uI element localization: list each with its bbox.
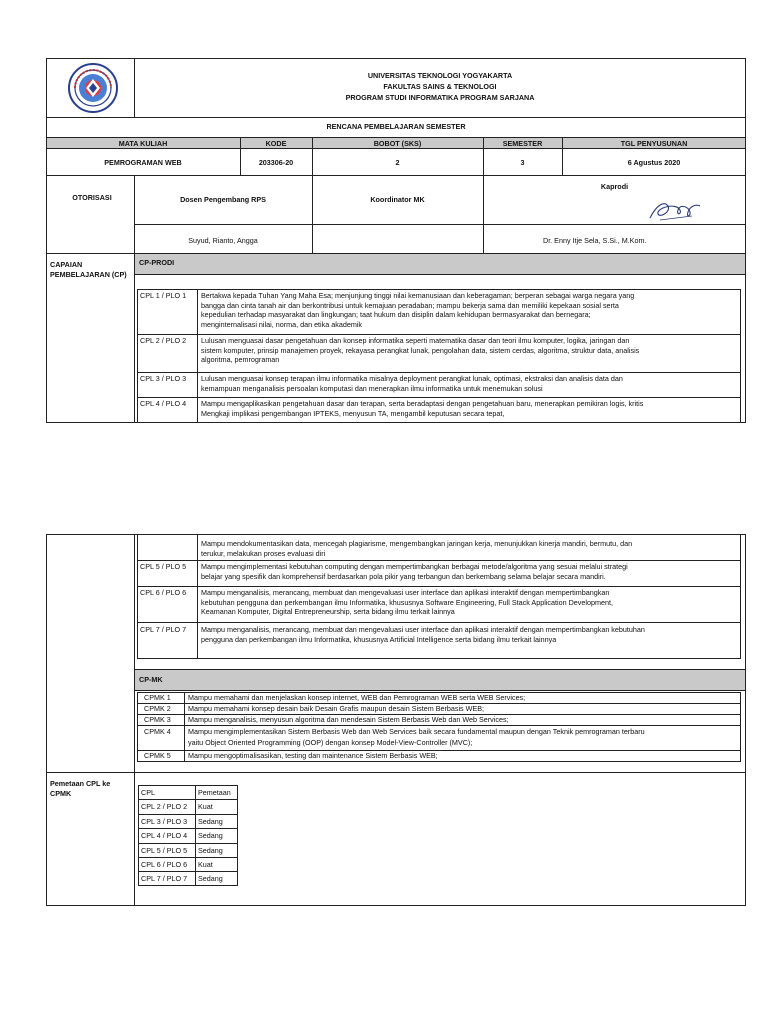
cpl-description-line: bangga dan cinta tanah air dan berkontribusi untuk kemajuan peradaban; mampu bekerja sama dan memiliki kepekaan sosial serta xyxy=(201,300,619,310)
cpl-description-line: Mampu mendokumentasikan data, mencegah plagiarisme, mengembangkan jaringan kerja, menunjukkan kinerja mandiri, bermutu, dan xyxy=(201,539,633,548)
course-name: PEMROGRAMAN WEB xyxy=(104,158,182,167)
cpl-description-line: Lulusan menguasai konsep terapan ilmu informatika misalnya deployment perangkat lunak, optimasi, ekstraksi dan analisis data dan xyxy=(201,374,623,383)
cp-prodi-header: CP-PRODI xyxy=(139,258,175,267)
mapping-cpl-cell: CPL 5 / PLO 5 xyxy=(141,845,188,855)
cpl-description-line: Mampu mengimplementasikan Sistem Berbasis Web dan Web Services baik secara fundamental maupun dengan Teknik pemrograman terbaru xyxy=(188,727,645,736)
cpl-code: CPL 5 / PLO 5 xyxy=(140,562,187,571)
mapping-level-cell: Kuat xyxy=(198,802,213,812)
cpl-description-line: kemampuan menganalisis persoalan komputasi dan menerapkan ilmu informatika untuk menemukan solusi xyxy=(201,383,543,393)
cpl-description-line: Mampu menganalisis, merancang, membuat dan mengevaluasi user interface dan aplikasi interaktif dengan mempertimbangkan kebutuhan xyxy=(201,625,645,634)
head-label: Kaprodi xyxy=(600,182,629,191)
cpl-description-line: Mampu mengoptimalisasikan, testing dan maintenance Sistem Berbasis WEB; xyxy=(188,751,438,760)
cpl-description-line: Mampu memahami konsep desain baik Desain Grafis maupun desain Sistem Berbasis WEB; xyxy=(188,704,485,713)
cpl-code: CPL 4 / PLO 4 xyxy=(140,399,187,408)
mapping-row-divider xyxy=(138,843,238,844)
document-title: RENCANA PEMBELAJARAN SEMESTER xyxy=(326,122,466,131)
mapping-label-line1: Pemetaan CPL ke xyxy=(50,779,111,788)
mapping-row-divider xyxy=(138,799,238,800)
program-name: PROGRAM STUDI INFORMATIKA PROGRAM SARJANA xyxy=(345,93,535,102)
cpl-code: CPL 2 / PLO 2 xyxy=(140,336,187,345)
cpl-code: CPL 7 / PLO 7 xyxy=(140,625,187,634)
signature-image xyxy=(646,196,702,224)
cpl-description-line: Mampu memahami dan menjelaskan konsep internet, WEB dan Pemrograman WEB serta WEB Services; xyxy=(188,693,526,702)
cpl-description-line: Mampu mengimplementasi kebutuhan computing dengan mempertimbangkan berbagai metode/algoritma yang sesuai melalui strategi xyxy=(201,562,628,571)
cpl-description-line: yaitu Object Oriented Programming (OOP) dengan konsep Model-View-Controller (MVC); xyxy=(188,737,473,747)
mapping-level-cell: Sedang xyxy=(198,874,223,884)
cpl-code: CPMK 2 xyxy=(144,704,171,713)
col-header-date: TGL PENYUSUNAN xyxy=(620,139,688,148)
cpl-description-line: Lulusan menguasai dasar pengetahuan dan konsep informatika seperti matematika dasar dan teori ilmu komputer, logika, jaringan dan xyxy=(201,336,630,345)
cpl-code: CPMK 1 xyxy=(144,693,171,702)
cpl-description-line: kebutuhan pengguna dan perkembangan ilmu Informatika, khususnya Software Engineering, Full Stack Application Development, xyxy=(201,597,613,607)
developer-label: Dosen Pengembang RPS xyxy=(180,195,266,204)
col-header-semester: SEMESTER xyxy=(502,139,543,148)
cp-label-line2: PEMBELAJARAN (CP) xyxy=(50,270,127,279)
cp-label-line1: CAPAIAN xyxy=(50,260,83,269)
university-name: UNIVERSITAS TEKNOLOGI YOGYAKARTA xyxy=(367,71,513,80)
mapping-cpl-cell: CPL 7 / PLO 7 xyxy=(141,874,188,884)
coordinator-label: Koordinator MK xyxy=(370,195,425,204)
mapping-row-divider xyxy=(138,828,238,829)
col-header-code: KODE xyxy=(265,139,287,148)
cpl-description-line: menginternalisasi nilai, norma, dan etika akademik xyxy=(201,319,363,329)
mapping-cpl-cell: CPL 2 / PLO 2 xyxy=(141,802,188,812)
mapping-level-cell: Kuat xyxy=(198,860,213,869)
cp-mk-header: CP-MK xyxy=(139,675,163,684)
mapping-row-divider xyxy=(138,857,238,858)
faculty-name: FAKULTAS SAINS & TEKNOLOGI xyxy=(383,82,497,91)
mapping-cpl-cell: CPL 6 / PLO 6 xyxy=(141,860,188,869)
cpl-description-line: algoritma, pemrograman xyxy=(201,355,280,365)
course-code: 203306-20 xyxy=(258,158,294,167)
cpl-description-line: pengguna dan perkembangan ilmu Informatika, khususnya Artificial Intelligence serta bidang ilmu terkait lainnya xyxy=(201,634,557,644)
university-logo xyxy=(62,62,124,114)
cp-mk-header-bg xyxy=(135,670,745,690)
cp-prodi-header-bg xyxy=(135,254,745,274)
cpl-code: CPL 6 / PLO 6 xyxy=(140,588,187,597)
cpl-code: CPL 1 / PLO 1 xyxy=(140,291,187,300)
cpl-code: CPL 3 / PLO 3 xyxy=(140,374,187,383)
cpl-description-line: Mengkaji implikasi pengembangan IPTEKS, menyusun TA, mengambil keputusan secara tepat, xyxy=(201,408,505,418)
mapping-label-line2: CPMK xyxy=(50,789,72,798)
mapping-row-divider xyxy=(138,871,238,872)
cpl-description-line: Mampu menganalisis, merancang, membuat dan mengevaluasi user interface dan aplikasi interaktif dengan mempertimbangkan xyxy=(201,588,610,597)
mapping-level-cell: Sedang xyxy=(198,831,223,841)
cpl-description-line: Mampu mengaplikasikan pengetahuan dasar dan terapan, serta beradaptasi dengan pengetahuan baru, menerapkan pemikiran logis, kritis xyxy=(201,399,644,408)
head-name: Dr. Enny Itje Sela, S.Si., M.Kom. xyxy=(543,236,647,245)
course-credits: 2 xyxy=(395,158,400,167)
mapping-row-divider xyxy=(138,814,238,815)
mapping-level-cell: Sedang xyxy=(198,845,223,855)
cpl-code: CPMK 3 xyxy=(144,715,171,724)
cpl-description-line: Bertakwa kepada Tuhan Yang Maha Esa; menjunjung tinggi nilai kemanusiaan dan keberagaman; berperan sebagai warga negara yang xyxy=(201,291,635,300)
cpl-description-line: Keamanan Komputer, Digital Entrepreneurship, serta bidang ilmu terkait lainnya xyxy=(201,607,455,617)
cpl-description-line: kepedulian terhadap masyarakat dan lingkungan; taat hukum dan disiplin dalam kehidupan bermasyarakat dan bernegara; xyxy=(201,310,591,320)
developer-names: Suyud, Rianto, Angga xyxy=(188,236,258,245)
cpl-description-line: belajar yang spesifik dan komprehensif berdasarkan pola pikir yang terbangun dan berkembang selama belajar secara mandiri. xyxy=(201,571,606,581)
cpl-description-line: sistem komputer, prinsip manajemen proyek, rekayasa perangkat lunak, pengolahan data, sistem cerdas, algoritma, struktur data, analisis xyxy=(201,345,640,355)
mapping-level-cell: Sedang xyxy=(198,816,223,826)
cpl-description-line: terukur, melakukan proses evaluasi diri xyxy=(201,548,326,558)
course-semester: 3 xyxy=(520,158,525,167)
cpl-code: CPMK 4 xyxy=(144,727,171,736)
mapping-header-level: Pemetaan xyxy=(198,788,231,797)
col-header-course: MATA KULIAH xyxy=(118,139,168,148)
authorization-label: OTORISASI xyxy=(72,193,112,202)
course-date: 6 Agustus 2020 xyxy=(627,158,681,167)
col-header-credits: BOBOT (SKS) xyxy=(373,139,422,148)
cpl-description-line: Mampu menganalisis, menyusun algoritma dan mendesain Sistem Berbasis Web dan Web Services; xyxy=(188,715,509,724)
cpl-code: CPMK 5 xyxy=(144,751,171,760)
mapping-cpl-cell: CPL 4 / PLO 4 xyxy=(141,831,188,841)
mapping-header-cpl: CPL xyxy=(141,788,155,797)
mapping-cpl-cell: CPL 3 / PLO 3 xyxy=(141,816,188,826)
